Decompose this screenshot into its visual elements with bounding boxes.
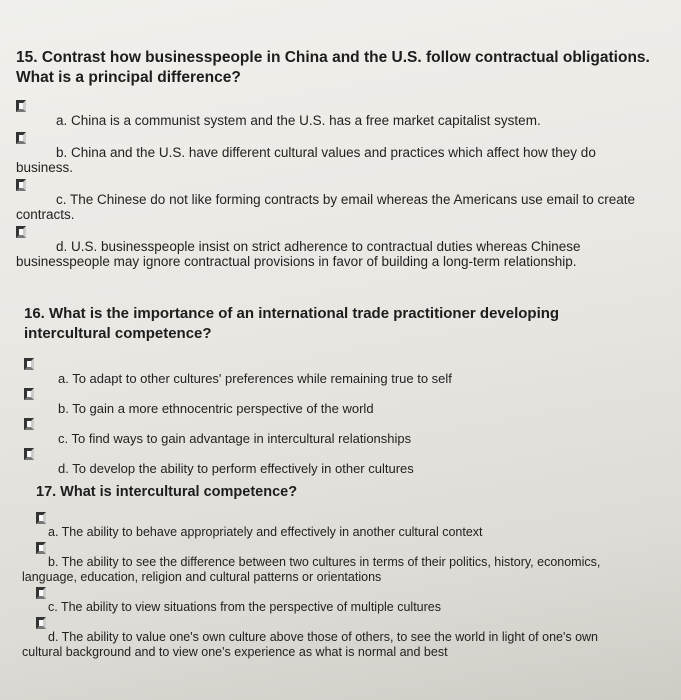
question-title: 17. What is intercultural competence? xyxy=(36,484,298,500)
option-label: c. The ability to view situations from the perspective of multiple cultures xyxy=(48,600,441,614)
checkbox[interactable] xyxy=(36,542,46,554)
checkbox[interactable] xyxy=(24,358,34,370)
question-title: 15. Contrast how businesspeople in China and the U.S. follow contractual obligations. What is a principal difference? xyxy=(16,49,650,86)
question-16 xyxy=(24,304,644,476)
option-label: a. The ability to behave appropriately and effectively in another cultural context xyxy=(48,525,483,539)
option-a[interactable] xyxy=(16,100,656,128)
option-d[interactable] xyxy=(16,226,656,269)
question-17 xyxy=(22,482,626,660)
checkbox[interactable] xyxy=(36,512,46,524)
option-c[interactable] xyxy=(36,587,626,615)
option-label: c. To find ways to gain advantage in intercultural relationships xyxy=(58,431,412,446)
checkbox[interactable] xyxy=(16,100,26,112)
checkbox[interactable] xyxy=(16,132,26,144)
option-a[interactable] xyxy=(24,358,644,386)
option-d[interactable] xyxy=(22,617,626,660)
option-d[interactable] xyxy=(24,448,644,476)
option-label: c. The Chinese do not like forming contracts by email whereas the Americans use email to create contracts. xyxy=(16,192,636,222)
option-label: a. To adapt to other cultures' preferences while remaining true to self xyxy=(58,371,452,386)
option-label: b. To gain a more ethnocentric perspective of the world xyxy=(58,401,374,416)
checkbox[interactable] xyxy=(24,418,34,430)
question-title: 16. What is the importance of an international trade practitioner developing intercultural competence? xyxy=(24,305,560,342)
checkbox[interactable] xyxy=(24,448,34,460)
option-label: b. The ability to see the difference between two cultures in terms of their politics, history, economics, language, education, religion and cultural patterns or orientations xyxy=(22,555,601,584)
option-a[interactable] xyxy=(36,512,626,540)
checkbox[interactable] xyxy=(16,226,26,238)
option-label: d. The ability to value one's own culture above those of others, to see the world in light of one's own cultural background and to view one's experience as what is normal and best xyxy=(22,630,599,659)
option-b[interactable] xyxy=(22,542,626,585)
checkbox[interactable] xyxy=(24,388,34,400)
checkbox[interactable] xyxy=(36,587,46,599)
option-label: b. China and the U.S. have different cultural values and practices which affect how they do business. xyxy=(16,145,596,175)
option-b[interactable] xyxy=(16,132,656,175)
option-label: d. U.S. businesspeople insist on strict adherence to contractual duties whereas Chinese businesspeople may ignore contractual provisions in favor of building a long-term relationship. xyxy=(16,239,581,269)
option-label: a. China is a communist system and the U.S. has a free market capitalist system. xyxy=(56,113,541,128)
option-b[interactable] xyxy=(24,388,644,416)
checkbox[interactable] xyxy=(36,617,46,629)
option-c[interactable] xyxy=(16,179,656,222)
option-label: d. To develop the ability to perform effectively in other cultures xyxy=(58,461,414,476)
option-c[interactable] xyxy=(24,418,644,446)
checkbox[interactable] xyxy=(16,179,26,191)
question-15 xyxy=(16,48,656,269)
